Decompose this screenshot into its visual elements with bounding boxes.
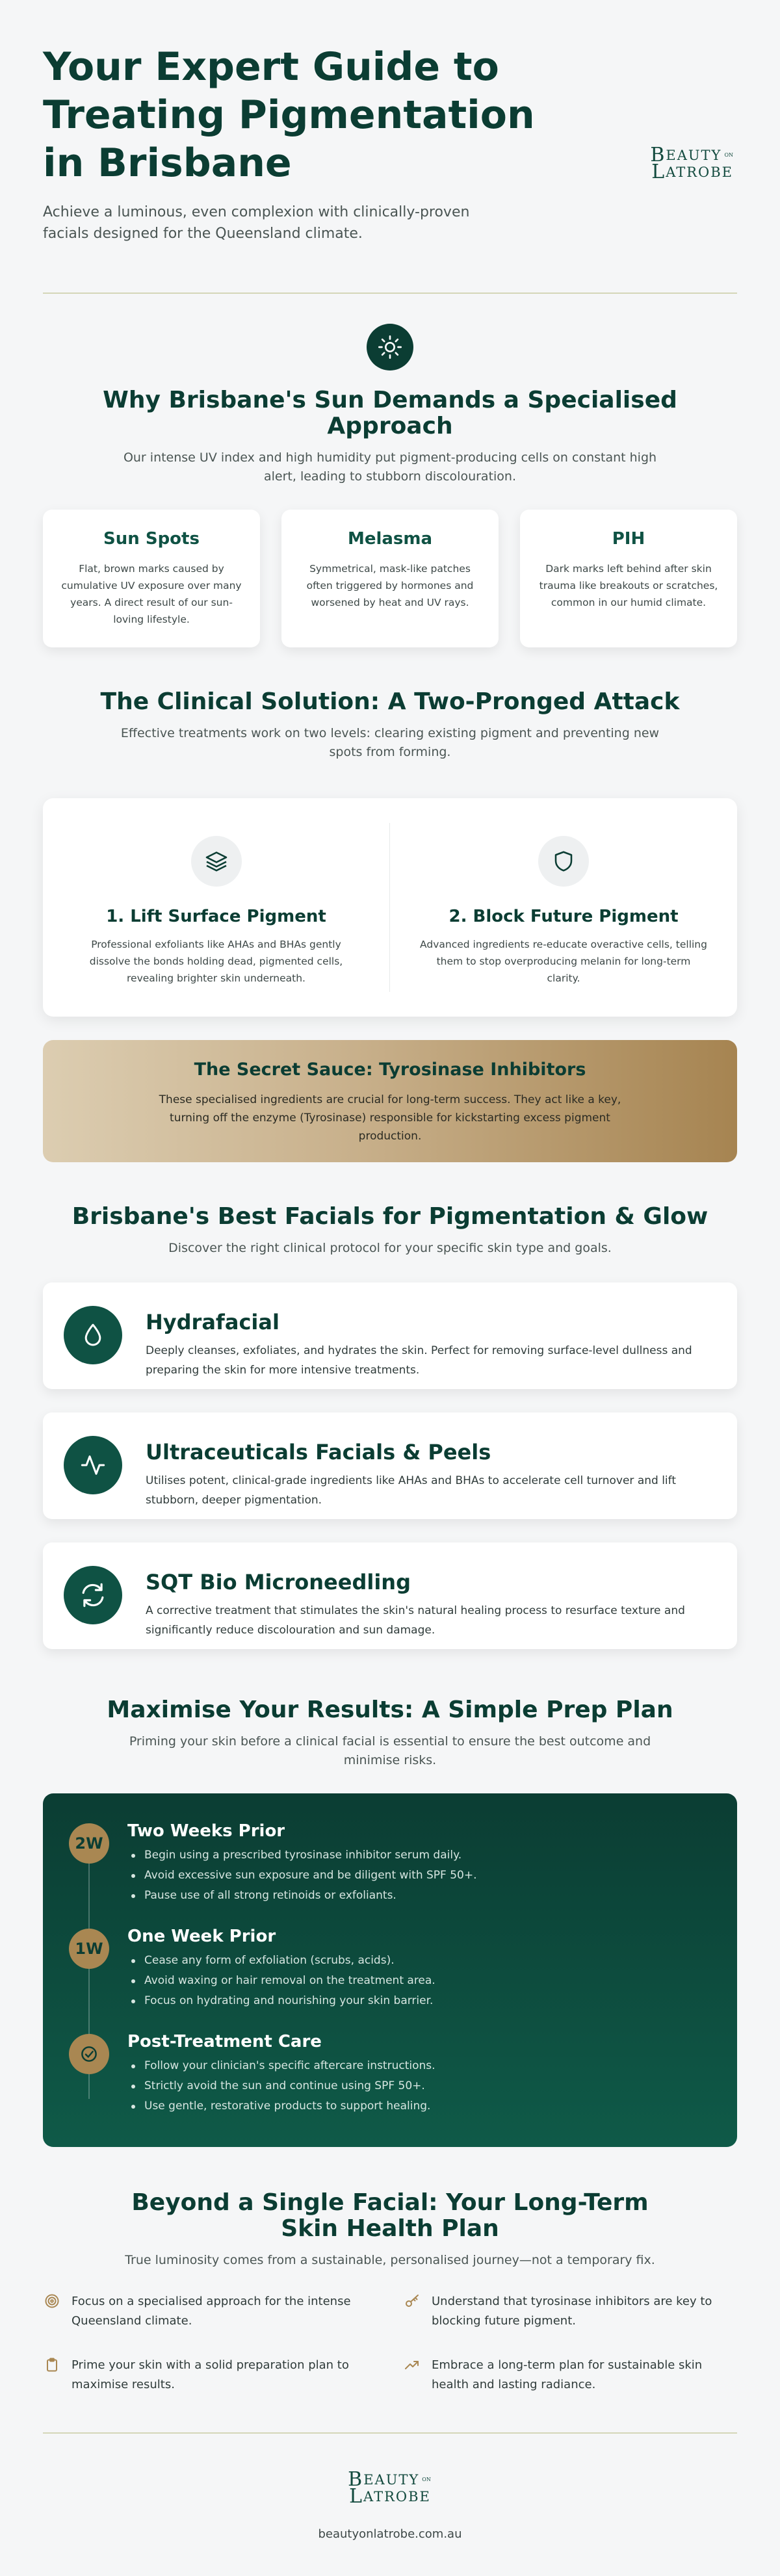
list-item: Follow your clinician's specific aftercare instructions. <box>127 2056 436 2076</box>
step-title: Post-Treatment Care <box>127 2032 322 2051</box>
logo-word-atrobe: ATROBE <box>666 164 734 180</box>
facials-title: Brisbane's Best Facials for Pigmentation & Glow <box>72 1203 708 1230</box>
sun-icon <box>367 324 413 371</box>
list-item: Strictly avoid the sun and continue using SPF 50+. <box>127 2076 436 2096</box>
logo-word-atrobe: ATROBE <box>363 2489 431 2504</box>
logo-letter-b: B <box>650 144 666 166</box>
logo-letter-b: B <box>348 2468 364 2491</box>
list-item: Begin using a prescribed tyrosinase inhibitor serum daily. <box>127 1845 477 1866</box>
layers-icon <box>191 836 242 887</box>
facial-text: A corrective treatment that stimulates the skin's natural healing process to resurface texture and significantly reduce discolouration and sun damage. <box>146 1604 685 1637</box>
condition-title: Sun Spots <box>103 529 200 549</box>
hero <box>43 0 737 293</box>
condition-title: Melasma <box>347 529 433 549</box>
secret-sauce-text: These specialised ingredients are crucial for long-term success. They act like a key, turning off the enzyme (Tyrosinase) responsible for kickstarting excess pigment production. <box>159 1093 621 1143</box>
facials-section <box>43 1204 737 1649</box>
step-body <box>127 2031 436 2116</box>
facial-title: SQT Bio Microneedling <box>146 1570 411 1594</box>
beyond-text: Understand that tyrosinase inhibitors are key to blocking future pigment. <box>432 2295 712 2328</box>
why-section <box>43 324 737 647</box>
logo-letter-l: L <box>651 161 666 183</box>
logo-word-on: ON <box>724 152 733 158</box>
beyond-item <box>43 2292 377 2331</box>
block-pigment-title: 2. Block Future Pigment <box>448 907 679 926</box>
list-item: Cease any form of exfoliation (scrubs, acids). <box>127 1951 436 1971</box>
facial-content <box>146 1436 718 1510</box>
block-pigment-text: Advanced ingredients re-educate overactive cells, telling them to stop overproducing melanin for long-term clarity. <box>420 939 707 984</box>
step-badge: 1W <box>69 1929 109 1969</box>
timeline-step-post-treatment <box>69 2031 711 2116</box>
step-title: Two Weeks Prior <box>127 1821 285 1841</box>
list-item: Focus on hydrating and nourishing your skin barrier. <box>127 1991 436 2011</box>
step-body <box>127 1926 436 2011</box>
list-item: Avoid waxing or hair removal on the treatment area. <box>127 1971 436 1991</box>
facial-title: Ultraceuticals Facials & Peels <box>146 1440 491 1464</box>
beyond-item <box>43 2356 377 2395</box>
droplet-icon <box>64 1306 122 1364</box>
beyond-text: Focus on a specialised approach for the intense Queensland climate. <box>72 2295 351 2328</box>
why-subtitle: Our intense UV index and high humidity put pigment-producing cells on constant high alert, leading to stubborn discolouration. <box>123 450 657 484</box>
condition-card-melasma <box>281 510 499 647</box>
prep-title: Maximise Your Results: A Simple Prep Plan <box>107 1697 673 1723</box>
facial-card-sqt-microneedling <box>43 1542 737 1649</box>
trending-up-icon <box>403 2356 421 2374</box>
timeline-step-one-week <box>69 1926 711 2031</box>
two-pronged-card <box>43 798 737 1017</box>
condition-text: Dark marks left behind after skin trauma like breakouts or scratches, common in our humid climate. <box>539 563 718 608</box>
beyond-subtitle: True luminosity comes from a sustainable, personalised journey—not a temporary fix. <box>125 2253 655 2267</box>
hero-text <box>43 43 537 244</box>
condition-title: PIH <box>612 529 645 549</box>
beyond-item <box>403 2292 737 2331</box>
step-list <box>127 1845 477 1906</box>
beyond-text: Embrace a long-term plan for sustainable skin health and lasting radiance. <box>432 2358 703 2391</box>
clinical-title: The Clinical Solution: A Two-Pronged Attack <box>100 688 680 715</box>
divider <box>43 293 737 294</box>
facial-text: Utilises potent, clinical-grade ingredients like AHAs and BHAs to accelerate cell turnover and lift stubborn, deeper pigmentation. <box>146 1474 677 1507</box>
list-item: Pause use of all strong retinoids or exfoliants. <box>127 1886 477 1906</box>
footer <box>43 2434 737 2541</box>
facial-content <box>146 1566 718 1640</box>
logo-word-eauty: EAUTY <box>363 2472 420 2488</box>
clinical-section <box>43 689 737 1162</box>
block-pigment-column <box>390 823 737 992</box>
secret-sauce-banner <box>43 1040 737 1162</box>
step-list <box>127 2056 436 2116</box>
prep-timeline <box>43 1793 737 2147</box>
condition-card-pih <box>520 510 737 647</box>
page-subtitle: Achieve a luminous, even complexion with clinically-proven facials designed for the Queensland climate. <box>43 204 470 242</box>
brand-logo[interactable] <box>650 144 734 183</box>
beyond-item <box>403 2356 737 2395</box>
prep-section <box>43 1697 737 2147</box>
pulse-icon <box>64 1436 122 1494</box>
beyond-title: Beyond a Single Facial: Your Long-Term Skin Health Plan <box>131 2189 649 2242</box>
beyond-grid <box>43 2292 737 2395</box>
lift-pigment-column <box>43 823 390 992</box>
clinical-subtitle: Effective treatments work on two levels: clearing existing pigment and preventing new spots from forming. <box>120 726 660 759</box>
prep-subtitle: Priming your skin before a clinical facial is essential to ensure the best outcome and minimise risks. <box>129 1734 651 1767</box>
step-badge: 2W <box>69 1823 109 1864</box>
condition-text: Symmetrical, mask-like patches often triggered by hormones and worsened by heat and UV rays. <box>306 563 474 608</box>
footer-website-link[interactable]: beautyonlatrobe.com.au <box>318 2527 462 2541</box>
logo-line-2 <box>349 2485 431 2508</box>
condition-cards <box>43 510 737 647</box>
page-title: Your Expert Guide to Treating Pigmentation in Brisbane <box>43 44 535 186</box>
lift-pigment-text: Professional exfoliants like AHAs and BHAs gently dissolve the bonds holding dead, pigmented cells, revealing brighter skin underneath. <box>89 939 343 984</box>
key-icon <box>403 2292 421 2310</box>
list-item: Avoid excessive sun exposure and be diligent with SPF 50+. <box>127 1866 477 1886</box>
footer-logo[interactable] <box>43 2468 737 2508</box>
lift-pigment-title: 1. Lift Surface Pigment <box>106 907 326 926</box>
logo-word-eauty: EAUTY <box>666 148 722 163</box>
timeline-step-two-weeks <box>69 1821 711 1926</box>
secret-sauce-title: The Secret Sauce: Tyrosinase Inhibitors <box>194 1060 586 1080</box>
check-circle-icon <box>69 2034 109 2074</box>
condition-card-sun-spots <box>43 510 260 647</box>
facial-text: Deeply cleanses, exfoliates, and hydrates the skin. Perfect for removing surface-level dullness and preparing the skin for more intensive treatments. <box>146 1344 692 1377</box>
target-icon <box>43 2292 61 2310</box>
step-body <box>127 1821 477 1906</box>
refresh-icon <box>64 1566 122 1624</box>
facial-card-ultraceuticals <box>43 1412 737 1519</box>
facial-content <box>146 1306 718 1380</box>
logo-line-2 <box>651 161 734 183</box>
facial-title: Hydrafacial <box>146 1310 280 1334</box>
facials-subtitle: Discover the right clinical protocol for your specific skin type and goals. <box>168 1241 612 1255</box>
condition-text: Flat, brown marks caused by cumulative UV exposure over many years. A direct result of our sun-loving lifestyle. <box>61 563 242 625</box>
list-item: Use gentle, restorative products to support healing. <box>127 2096 436 2116</box>
beyond-text: Prime your skin with a solid preparation plan to maximise results. <box>72 2358 349 2391</box>
facial-card-hydrafacial <box>43 1282 737 1389</box>
clipboard-icon <box>43 2356 61 2374</box>
shield-icon <box>538 836 589 887</box>
step-list <box>127 1951 436 2011</box>
why-title: Why Brisbane's Sun Demands a Specialised Approach <box>103 387 677 439</box>
logo-letter-l: L <box>349 2485 364 2508</box>
beyond-section <box>43 2190 737 2395</box>
logo-word-on: ON <box>422 2477 431 2482</box>
step-title: One Week Prior <box>127 1927 276 1946</box>
